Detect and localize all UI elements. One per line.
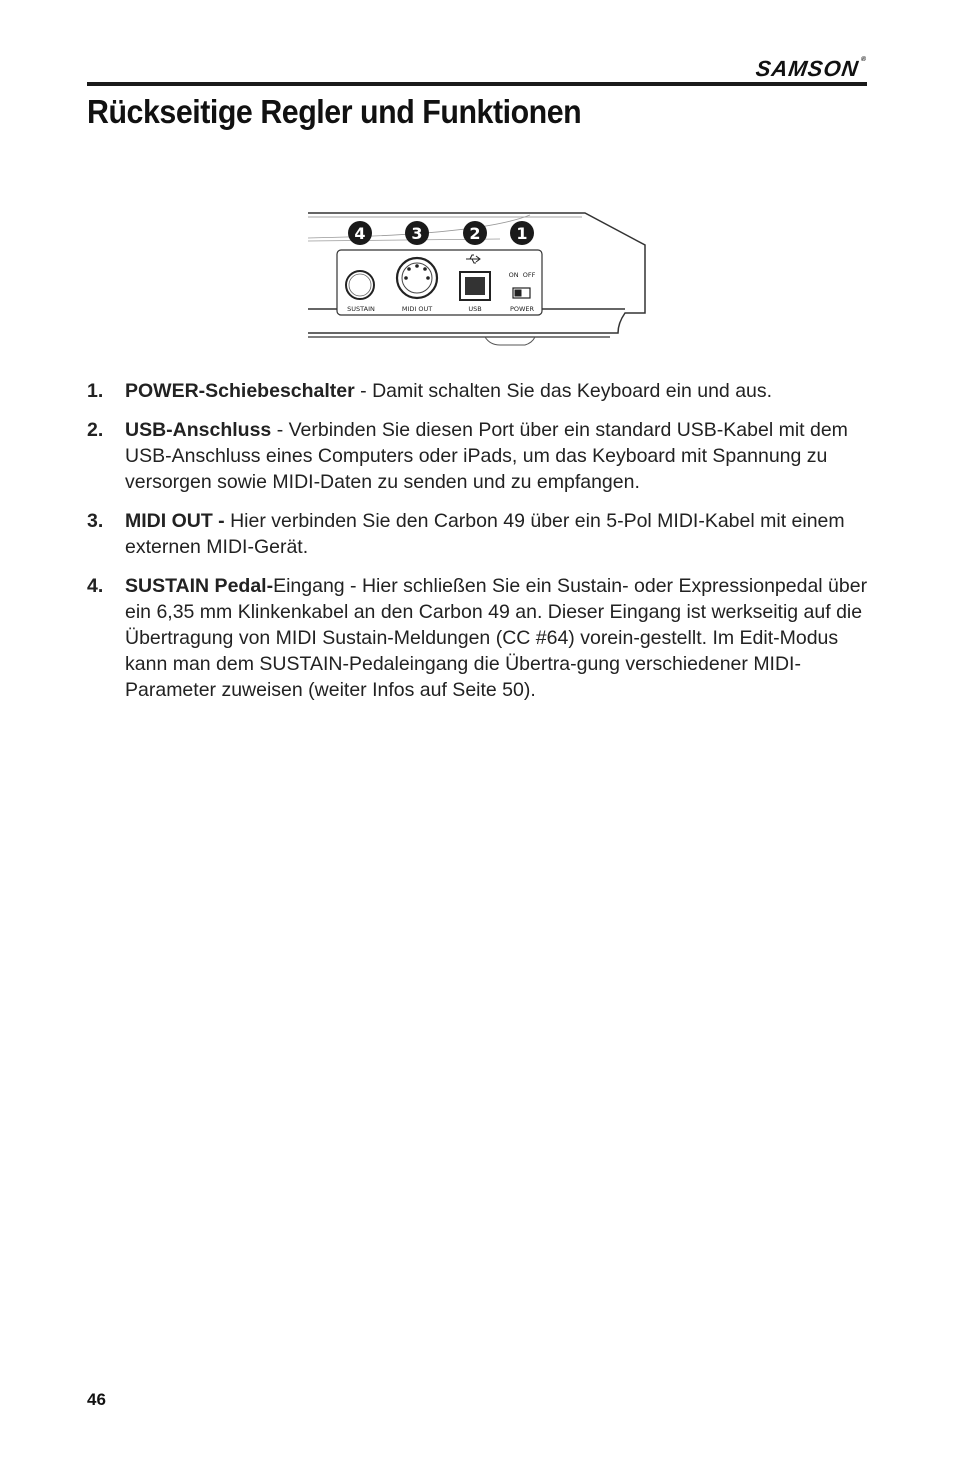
header-rule	[87, 82, 867, 86]
callout-3	[405, 221, 429, 245]
item-text: Hier verbinden Sie den Carbon 49 über ein 5-Pol MIDI-Kabel mit einem externen MIDI-Gerät.	[125, 510, 845, 558]
svg-text:4: 4	[354, 224, 366, 243]
midi-out-label: MIDI OUT	[401, 305, 433, 313]
page-title: Rückseitige Regler und Funktionen	[87, 93, 582, 130]
svg-text:2: 2	[469, 224, 481, 243]
item-text: - Verbinden Sie diesen Port über ein standard USB-Kabel mit dem USB-Anschluss eines Computers oder iPads, um das Keyboard mit Spannung zu versorgen sowie MIDI-Daten zu senden und zu empfangen.	[125, 419, 848, 493]
sustain-jack	[346, 271, 374, 299]
svg-text:3: 3	[411, 224, 423, 243]
item-number: 2.	[87, 419, 104, 441]
item-term: SUSTAIN Pedal-	[125, 575, 274, 597]
item-text: Eingang - Hier schließen Sie ein Sustain- oder Expressionpedal über ein 6,35 mm Klinkenkabel an den Carbon 49 an. Dieser Eingang ist werkseitig auf die Übertragung von MIDI Sustain-Meldungen (CC #64) vorein-gestellt. Im Edit-Modus kann man dem SUSTAIN-Pedaleingang die Übertra-gung verschiedener MIDI-Parameter zuweisen (weiter Infos auf Seite 50).	[125, 575, 868, 701]
rear-panel-illustration	[300, 205, 660, 355]
list-item	[87, 417, 877, 495]
svg-text:1: 1	[516, 224, 528, 243]
callout-1	[510, 221, 534, 245]
item-term: USB-Anschluss	[125, 419, 272, 441]
item-number: 4.	[87, 575, 104, 597]
callout-4	[348, 221, 372, 245]
samson-logo: SAMSON®	[754, 56, 868, 81]
on-off-label: ON OFF	[508, 271, 536, 279]
list-item	[87, 508, 877, 560]
feature-list	[87, 378, 877, 716]
midi-out-jack	[397, 258, 437, 298]
sustain-label: SUSTAIN	[347, 305, 375, 313]
list-item	[87, 573, 877, 703]
page-number: 46	[87, 1390, 106, 1409]
callout-2	[463, 221, 487, 245]
list-item	[87, 378, 877, 404]
item-term: POWER-Schiebeschalter	[125, 380, 355, 402]
item-text: - Damit schalten Sie das Keyboard ein und aus.	[354, 380, 773, 402]
item-term: MIDI OUT -	[125, 510, 225, 532]
usb-label: USB	[468, 305, 482, 313]
power-label: POWER	[509, 305, 535, 313]
item-number: 3.	[87, 510, 104, 532]
item-number: 1.	[87, 380, 104, 402]
